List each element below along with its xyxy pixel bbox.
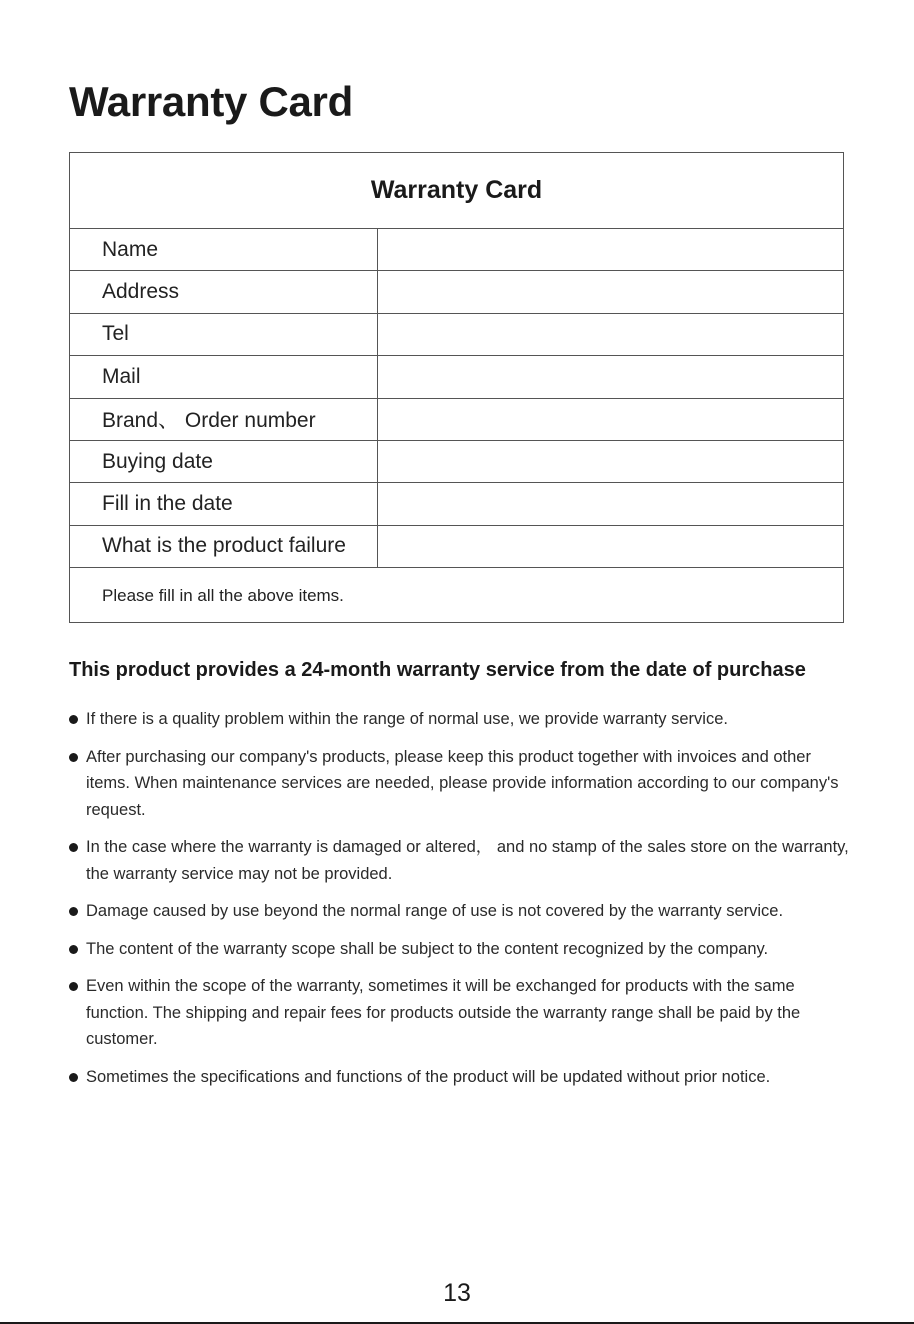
list-item: [69, 936, 859, 963]
form-row-fill-date: [70, 483, 843, 525]
list-item-text: After purchasing our company's products, please keep this product together with invoices and other items. When maintenance services are needed, please provide information according to our company's request.: [86, 747, 839, 819]
form-row-name: [70, 229, 843, 271]
list-item-text: Damage caused by use beyond the normal range of use is not covered by the warranty service.: [86, 902, 784, 920]
list-item: [69, 1064, 859, 1091]
page-title: Warranty Card: [69, 78, 353, 125]
list-item-text: If there is a quality problem within the range of normal use, we provide warranty service.: [86, 710, 728, 728]
list-item-text: The content of the warranty scope shall be subject to the content recognized by the company.: [86, 939, 769, 958]
card-footer-note: Please fill in all the above items.: [102, 586, 344, 605]
bullet-icon: [69, 907, 78, 916]
field-label: Fill in the date: [70, 483, 378, 524]
list-item: [69, 898, 859, 925]
form-row-brand-order: [70, 399, 843, 441]
bullet-icon: [69, 753, 78, 762]
bullet-icon: [69, 843, 78, 852]
field-label: Mail: [70, 356, 378, 397]
field-label: Address: [70, 271, 378, 312]
name-field[interactable]: [378, 229, 843, 270]
warranty-terms-list: [69, 706, 859, 1101]
brand-order-number-field[interactable]: [378, 399, 843, 440]
field-label: Buying date: [70, 441, 378, 482]
list-item-text: Even within the scope of the warranty, sometimes it will be exchanged for products with the same function. The shipping and repair fees for products outside the warranty range shall be paid by the customer.: [86, 977, 801, 1048]
list-item: [69, 706, 859, 733]
field-label: Name: [70, 229, 378, 270]
bullet-icon: [69, 1073, 78, 1082]
warranty-heading: This product provides a 24-month warranty service from the date of purchase: [69, 659, 806, 681]
field-label: Brand、 Order number: [70, 399, 378, 440]
list-item-text: In the case where the warranty is damaged or altered， and no stamp of the sales store on the warranty, the warranty service may not be provided.: [86, 838, 849, 883]
form-row-mail: [70, 356, 843, 398]
bullet-icon: [69, 715, 78, 724]
address-field[interactable]: [378, 271, 843, 312]
card-header: Warranty Card: [70, 153, 843, 229]
product-failure-field[interactable]: [378, 526, 843, 567]
form-row-product-failure: [70, 526, 843, 568]
mail-field[interactable]: [378, 356, 843, 397]
list-item: [69, 973, 859, 1053]
bullet-icon: [69, 945, 78, 954]
field-label: Tel: [70, 314, 378, 355]
list-item: [69, 744, 859, 824]
buying-date-field[interactable]: [378, 441, 843, 482]
list-item: [69, 834, 859, 887]
list-item-text: Sometimes the specifications and functions of the product will be updated without prior notice.: [86, 1067, 771, 1086]
warranty-card-form: [69, 152, 844, 623]
form-row-buying-date: [70, 441, 843, 483]
field-label: What is the product failure: [70, 526, 378, 567]
tel-field[interactable]: [378, 314, 843, 355]
fill-date-field[interactable]: [378, 483, 843, 524]
page-number: 13: [443, 1279, 471, 1307]
form-row-address: [70, 271, 843, 313]
bullet-icon: [69, 982, 78, 991]
form-row-tel: [70, 314, 843, 356]
